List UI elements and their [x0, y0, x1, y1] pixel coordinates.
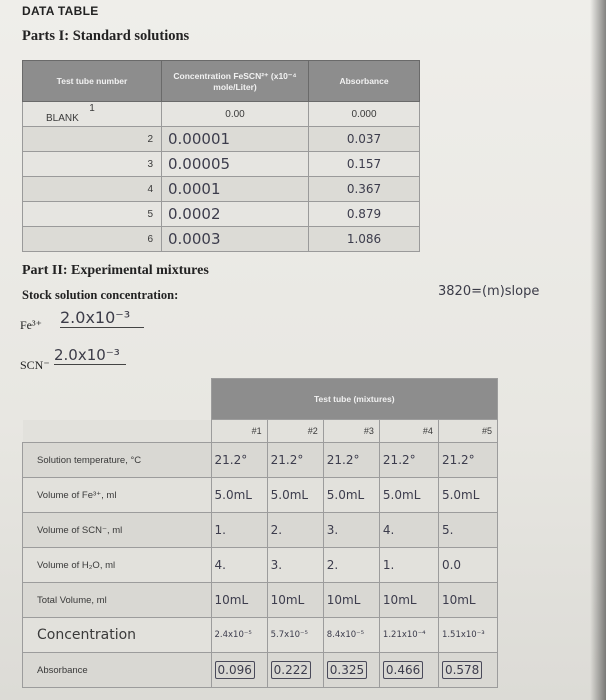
conc-cell: 0.0003 — [162, 227, 309, 252]
table-row — [23, 443, 498, 478]
slope-note: 3820=(m)slope — [438, 284, 540, 299]
cell-value — [379, 653, 438, 688]
cell-value — [438, 653, 497, 688]
corner-blank — [23, 379, 212, 420]
col-2: #2 — [267, 420, 323, 443]
abs-cell: 0.157 — [309, 152, 420, 177]
abs-cell: 0.000 — [309, 102, 420, 127]
tube-sub: BLANK — [46, 113, 79, 124]
cell-value: 5.7x10⁻⁵ — [267, 618, 323, 653]
cell-value: 3. — [267, 548, 323, 583]
parts-i-heading: Parts I: Standard solutions — [22, 28, 190, 44]
col-5: #5 — [438, 420, 497, 443]
standard-solutions-table — [22, 60, 420, 252]
cell-value: 21.2° — [438, 443, 497, 478]
table-row — [23, 618, 498, 653]
cell-value: 8.4x10⁻⁵ — [323, 618, 379, 653]
table-row — [23, 152, 420, 177]
row-label: Volume of SCN⁻, ml — [23, 513, 212, 548]
mixtures-title: Test tube (mixtures) — [211, 379, 498, 420]
cell-value: 5. — [438, 513, 497, 548]
table-row — [23, 127, 420, 152]
cell-value: 2. — [267, 513, 323, 548]
boxed-value: 0.222 — [271, 661, 311, 679]
boxed-value: 0.096 — [215, 661, 255, 679]
mixtures-table — [22, 378, 498, 688]
tube-number: 1 — [89, 103, 95, 114]
cell-value: 2.4x10⁻⁵ — [211, 618, 267, 653]
cell-value: 1. — [379, 548, 438, 583]
abs-cell: 1.086 — [309, 227, 420, 252]
row-label: Solution temperature, °C — [23, 443, 212, 478]
tube-cell: 4 — [23, 177, 162, 202]
conc-cell: 0.00005 — [162, 152, 309, 177]
cell-value: 10mL — [379, 583, 438, 618]
cell-value: 10mL — [438, 583, 497, 618]
col-1: #1 — [211, 420, 267, 443]
cell-value: 4. — [379, 513, 438, 548]
cell-value: 5.0mL — [323, 478, 379, 513]
tube-cell: 2 — [23, 127, 162, 152]
boxed-value: 0.325 — [327, 661, 367, 679]
cell-value: 10mL — [267, 583, 323, 618]
col-3: #3 — [323, 420, 379, 443]
cell-value: 21.2° — [211, 443, 267, 478]
table-row — [23, 177, 420, 202]
cell-value: 4. — [211, 548, 267, 583]
cell-value: 21.2° — [379, 443, 438, 478]
page-edge-shadow — [590, 0, 606, 700]
data-table-heading: DATA TABLE — [22, 4, 99, 18]
cell-value — [267, 653, 323, 688]
conc-cell: 0.0002 — [162, 202, 309, 227]
cell-value: 3. — [323, 513, 379, 548]
abs-cell: 0.879 — [309, 202, 420, 227]
cell-value: 1. — [211, 513, 267, 548]
abs-cell: 0.037 — [309, 127, 420, 152]
cell-value: 1.51x10⁻³ — [438, 618, 497, 653]
fe-label: Fe³⁺ — [20, 318, 42, 332]
colnum-blank — [23, 420, 212, 443]
abs-cell: 0.367 — [309, 177, 420, 202]
part-ii-heading: Part II: Experimental mixtures — [22, 263, 209, 278]
boxed-value: 0.466 — [383, 661, 423, 679]
col-4: #4 — [379, 420, 438, 443]
col-absorbance: Absorbance — [309, 61, 420, 102]
table-row — [23, 202, 420, 227]
table-row — [23, 653, 498, 688]
cell-value: 1.21x10⁻⁴ — [379, 618, 438, 653]
col-test-tube-number: Test tube number — [23, 61, 162, 102]
cell-value: 5.0mL — [438, 478, 497, 513]
table-row — [23, 583, 498, 618]
table-row — [23, 548, 498, 583]
cell-value: 5.0mL — [379, 478, 438, 513]
cell-value: 5.0mL — [211, 478, 267, 513]
row-label: Absorbance — [23, 653, 212, 688]
cell-value: 21.2° — [323, 443, 379, 478]
tube-cell — [23, 102, 162, 127]
cell-value: 10mL — [323, 583, 379, 618]
scn-value: 2.0x10⁻³ — [54, 346, 126, 365]
row-label: Total Volume, ml — [23, 583, 212, 618]
tube-cell: 6 — [23, 227, 162, 252]
cell-value: 21.2° — [267, 443, 323, 478]
table-row — [23, 102, 420, 127]
tube-cell: 5 — [23, 202, 162, 227]
cell-value: 10mL — [211, 583, 267, 618]
row-label: Concentration — [23, 618, 212, 653]
cell-value: 0.0 — [438, 548, 497, 583]
cell-value: 2. — [323, 548, 379, 583]
boxed-value: 0.578 — [442, 661, 482, 679]
row-label: Volume of Fe³⁺, ml — [23, 478, 212, 513]
conc-cell: 0.0001 — [162, 177, 309, 202]
table-row — [23, 478, 498, 513]
cell-value: 5.0mL — [267, 478, 323, 513]
cell-value — [211, 653, 267, 688]
fe-value: 2.0x10⁻³ — [60, 308, 144, 328]
row-label: Volume of H₂O, ml — [23, 548, 212, 583]
col-concentration: Concentration FeSCN²⁺ (x10⁻⁴ mole/Liter) — [162, 61, 309, 102]
table-row — [23, 227, 420, 252]
conc-cell: 0.00 — [162, 102, 309, 127]
table-row — [23, 513, 498, 548]
scn-label: SCN⁻ — [20, 358, 50, 372]
tube-cell: 3 — [23, 152, 162, 177]
stock-heading: Stock solution concentration: — [22, 288, 179, 302]
cell-value — [323, 653, 379, 688]
conc-cell: 0.00001 — [162, 127, 309, 152]
